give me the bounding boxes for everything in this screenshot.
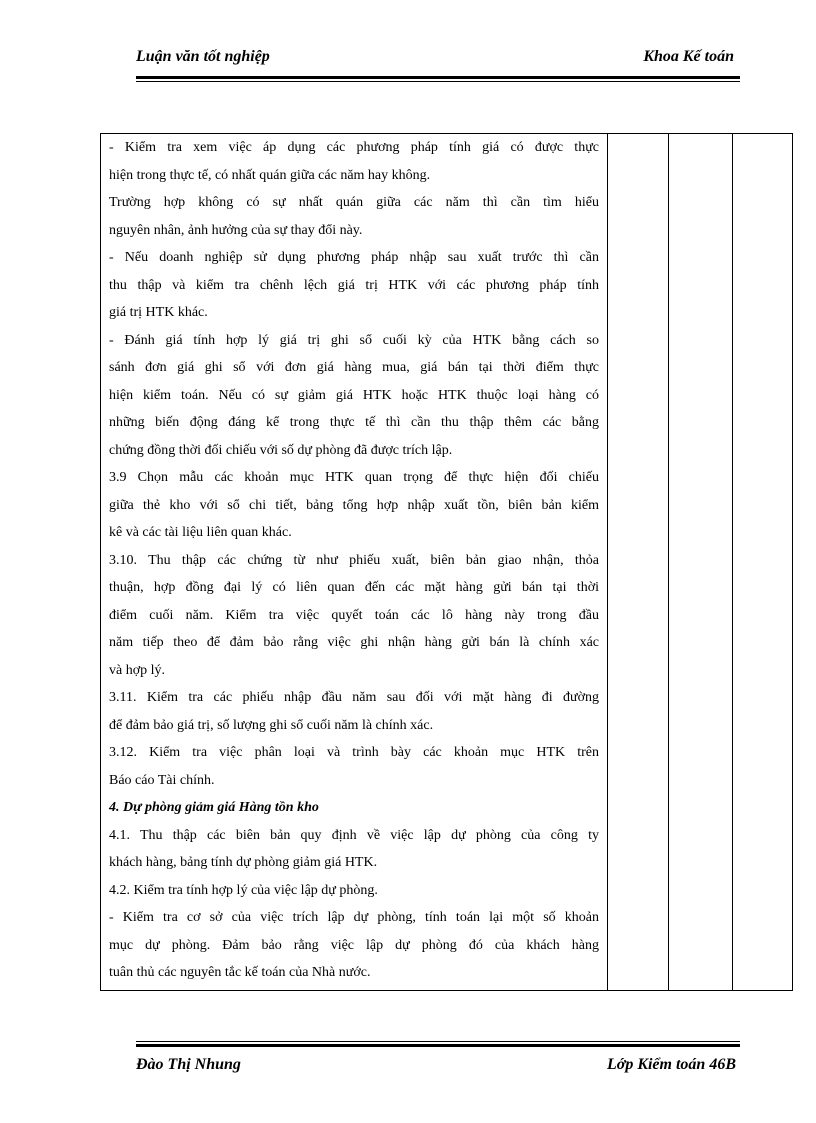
text-line: thu thập và kiểm tra chênh lệch giá trị HTK với các phương pháp tính	[109, 277, 599, 293]
text-line: 3.12. Kiểm tra việc phân loại và trình bày các khoản mục HTK trên	[109, 745, 599, 760]
text-line: giá trị HTK khác.	[109, 305, 208, 320]
text-line: năm tiếp theo để đảm bảo rằng việc ghi nhận hàng gửi bán là chính xác	[109, 635, 599, 650]
text-line: tuân thủ các nguyên tắc kế toán của Nhà nước.	[109, 965, 371, 980]
text-line: 4.1. Thu thập các biên bản quy định về việc lập dự phòng của công ty	[109, 827, 599, 843]
text-line: - Kiểm tra xem việc áp dụng các phương pháp tính giá có được thực	[109, 140, 599, 155]
empty-cell-3	[733, 134, 793, 991]
footer-rule	[136, 1044, 740, 1047]
header-rule-thin	[136, 81, 740, 82]
text-line: và hợp lý.	[109, 662, 166, 678]
page-header	[136, 48, 740, 70]
footer-class: Lớp Kiểm toán 46B	[606, 1056, 736, 1073]
text-line: những biến động đáng kể trong thực tế thì cần thu thập thêm các bằng	[109, 415, 599, 430]
text-line: 3.11. Kiểm tra các phiếu nhập đầu năm sau đối với mặt hàng đi đường	[109, 690, 599, 705]
header-department: Khoa Kế toán	[643, 48, 734, 65]
text-line: sánh đơn giá ghi sổ với đơn giá hàng mua, giá bán tại thời điểm thực	[109, 360, 599, 375]
footer-author: Đào Thị Nhung	[136, 1056, 241, 1073]
procedure-cell	[101, 134, 608, 991]
text-line: - Kiểm tra cơ sở của việc trích lập dự phòng, tính toán lại một số khoản	[109, 910, 599, 925]
text-line: để đảm bảo giá trị, số lượng ghi sổ cuối năm là chính xác.	[109, 717, 434, 733]
text-line: 4.2. Kiểm tra tính hợp lý của việc lập dự phòng.	[109, 882, 378, 898]
text-line: Báo cáo Tài chính.	[109, 772, 215, 788]
text-line: Trường hợp không có sự nhất quán giữa các năm thì cần tìm hiểu	[109, 195, 599, 210]
text-line: 3.10. Thu thập các chứng từ như phiếu xuất, biên bản giao nhận, thỏa	[109, 552, 599, 568]
text-line: - Nếu doanh nghiệp sử dụng phương pháp nhập sau xuất trước thì cần	[109, 250, 599, 265]
text-line: hiện kiểm toán. Nếu có sự giảm giá HTK hoặc HTK thuộc loại hàng có	[109, 387, 599, 403]
text-line: điểm cuối năm. Kiểm tra việc quyết toán các lô hàng này trong đầu	[109, 607, 599, 623]
text-line: 3.9 Chọn mẫu các khoản mục HTK quan trọng để thực hiện đối chiếu	[109, 470, 599, 485]
table-row	[101, 134, 793, 991]
text-line: - Đánh giá tính hợp lý giá trị ghi sổ cuối kỳ của HTK bằng cách so	[109, 332, 599, 348]
audit-procedure-table	[100, 133, 793, 991]
footer-rule-thin	[136, 1041, 740, 1042]
text-line: thuận, hợp đồng đại lý có liên quan đến các mặt hàng gửi bán tại thời	[109, 580, 599, 595]
page-footer	[136, 1056, 740, 1078]
text-line: chứng đồng thời đối chiếu với số dự phòng đã được trích lập.	[109, 442, 453, 458]
text-line: hiện trong thực tế, có nhất quán giữa các năm hay không.	[109, 167, 431, 183]
empty-cell-2	[669, 134, 733, 991]
text-line: kê và các tài liệu liên quan khác.	[109, 525, 292, 540]
text-line: nguyên nhân, ảnh hưởng của sự thay đổi này.	[109, 222, 363, 238]
header-rule	[136, 76, 740, 79]
text-line: giữa thẻ kho với sổ chi tiết, bảng tổng hợp nhập xuất tồn, biên bản kiểm	[109, 497, 599, 513]
section-heading: 4. Dự phòng giảm giá Hàng tồn kho	[109, 800, 319, 815]
empty-cell-1	[608, 134, 669, 991]
header-thesis-title: Luận văn tốt nghiệp	[136, 48, 270, 65]
text-line: mục dự phòng. Đảm bảo rằng việc lập dự phòng đó của khách hàng	[109, 937, 599, 953]
text-line: khách hàng, bảng tính dự phòng giảm giá HTK.	[109, 855, 378, 870]
